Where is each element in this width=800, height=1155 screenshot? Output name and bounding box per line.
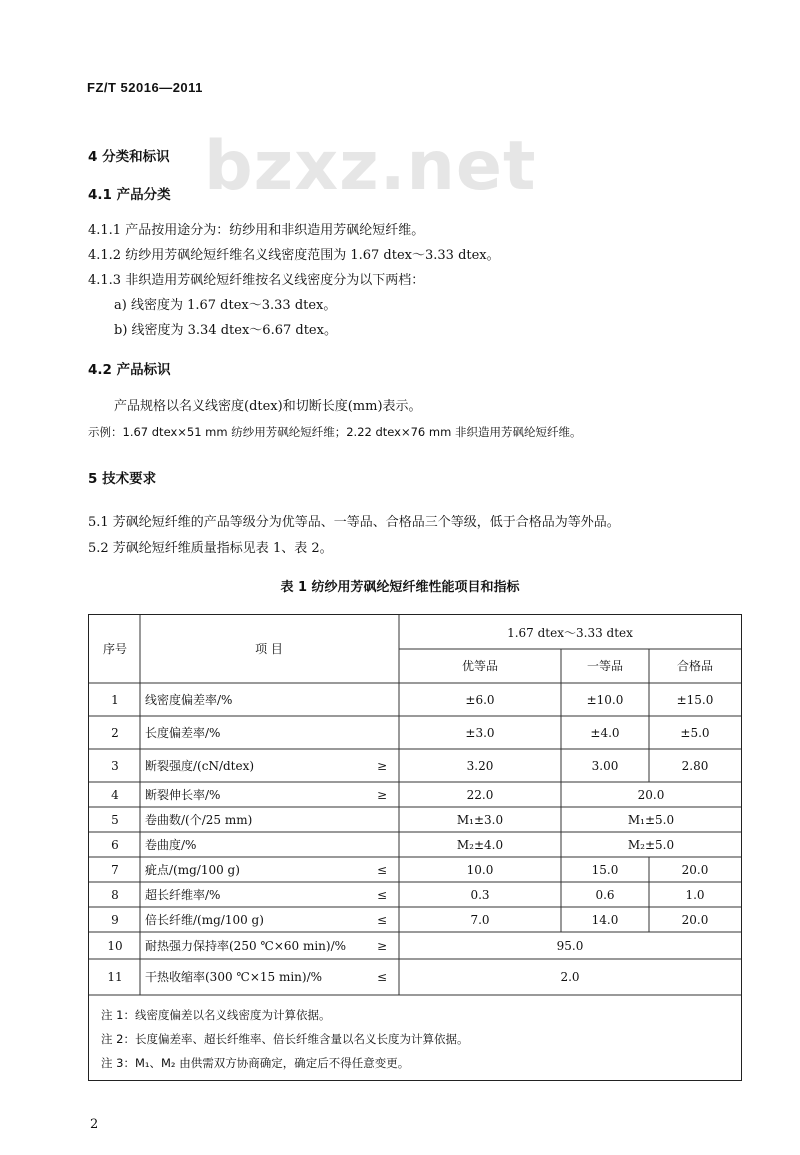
row-8-v2: 0.6	[595, 888, 615, 902]
row-5-v1: M₁±3.0	[456, 813, 504, 827]
row-8-no: 8	[111, 888, 119, 902]
row-2-item: 长度偏差率/%	[145, 726, 221, 740]
row-3-v2: 3.00	[591, 759, 619, 773]
header-seq: 序号	[102, 642, 128, 656]
row-1-item: 线密度偏差率/%	[145, 693, 233, 707]
clause-4-1-3: 4.1.3 非织造用芳砜纶短纤维按名义线密度分为以下两档：	[88, 273, 425, 288]
row-8-op: ≤	[377, 888, 388, 902]
row-2-v1: ±3.0	[465, 726, 495, 740]
section-4-1-title: 4.1 产品分类	[88, 187, 171, 203]
header-grade-qualified: 合格品	[676, 659, 714, 673]
header-range: 1.67 dtex～3.33 dtex	[507, 626, 633, 640]
standard-code: FZ/T 52016—2011	[87, 80, 203, 95]
row-3-v1: 3.20	[466, 759, 494, 773]
row-5-item: 卷曲数/(个/25 mm)	[145, 813, 253, 827]
clause-5-2: 5.2 芳砜纶短纤维质量指标见表 1、表 2。	[88, 541, 333, 556]
row-11-op: ≤	[377, 970, 388, 984]
clause-4-1-2: 4.1.2 纺纱用芳砜纶短纤维名义线密度范围为 1.67 dtex～3.33 dtex。	[88, 248, 500, 263]
row-10-op: ≥	[377, 939, 388, 953]
row-9-v1: 7.0	[470, 913, 490, 927]
row-6-v1: M₂±4.0	[456, 838, 504, 852]
watermark: bzxz.net	[204, 127, 537, 206]
table-1-title: 表 1 纺纱用芳砜纶短纤维性能项目和指标	[280, 580, 520, 595]
row-9-item: 倍长纤维/(mg/100 g)	[145, 913, 264, 927]
row-9-v3: 20.0	[681, 913, 709, 927]
row-8-v1: 0.3	[470, 888, 490, 902]
row-7-item: 疵点/(mg/100 g)	[145, 863, 240, 877]
row-2-v3: ±5.0	[680, 726, 710, 740]
row-9-no: 9	[111, 913, 119, 927]
table-1	[88, 614, 742, 1081]
row-9-op: ≤	[377, 913, 388, 927]
row-7-op: ≤	[377, 863, 388, 877]
clause-4-2-example: 示例：1.67 dtex×51 mm 纺纱用芳砜纶短纤维；2.22 dtex×76 mm 非织造用芳砜纶短纤维。	[88, 425, 582, 439]
row-6-item: 卷曲度/%	[145, 838, 197, 852]
row-2-v2: ±4.0	[590, 726, 620, 740]
row-6-v2: M₂±5.0	[627, 838, 675, 852]
row-6-no: 6	[111, 838, 119, 852]
section-5-title: 5 技术要求	[88, 471, 157, 487]
section-4-2-title: 4.2 产品标识	[88, 362, 171, 378]
row-4-item: 断裂伸长率/%	[145, 788, 221, 802]
row-2-no: 2	[111, 726, 119, 740]
header-item: 项 目	[255, 642, 283, 656]
row-11-no: 11	[107, 970, 123, 984]
row-5-v2: M₁±5.0	[627, 813, 675, 827]
row-4-v2: 20.0	[637, 788, 665, 802]
clause-5-1: 5.1 芳砜纶短纤维的产品等级分为优等品、一等品、合格品三个等级，低于合格品为等外品。	[88, 515, 620, 530]
header-grade-first: 一等品	[586, 659, 624, 673]
row-8-v3: 1.0	[685, 888, 705, 902]
row-5-no: 5	[111, 813, 119, 827]
row-7-no: 7	[111, 863, 119, 877]
page-number: 2	[90, 1117, 99, 1132]
row-1-no: 1	[111, 693, 119, 707]
row-9-v2: 14.0	[591, 913, 619, 927]
clause-4-2-body: 产品规格以名义线密度(dtex)和切断长度(mm)表示。	[114, 399, 422, 414]
row-10-no: 10	[107, 939, 123, 953]
clause-4-1-3-b: b) 线密度为 3.34 dtex～6.67 dtex。	[114, 323, 337, 338]
clause-4-1-1: 4.1.1 产品按用途分为：纺纱用和非织造用芳砜纶短纤维。	[88, 223, 425, 238]
row-3-op: ≥	[377, 759, 388, 773]
row-7-v1: 10.0	[466, 863, 494, 877]
row-8-item: 超长纤维率/%	[145, 888, 221, 902]
row-3-v3: 2.80	[681, 759, 709, 773]
row-3-no: 3	[111, 759, 119, 773]
row-4-no: 4	[111, 788, 119, 802]
row-7-v3: 20.0	[681, 863, 709, 877]
header-grade-superior: 优等品	[461, 659, 499, 673]
row-3-item: 断裂强度/(cN/dtex)	[145, 759, 255, 773]
row-1-v2: ±10.0	[586, 693, 624, 707]
section-4-title: 4 分类和标识	[88, 149, 170, 165]
row-11-item: 干热收缩率(300 ℃×15 min)/%	[145, 970, 323, 984]
row-10-v: 95.0	[556, 939, 584, 953]
row-7-v2: 15.0	[591, 863, 619, 877]
table-note-3: 注 3：M₁、M₂ 由供需双方协商确定，确定后不得任意变更。	[101, 1056, 410, 1070]
row-1-v3: ±15.0	[676, 693, 714, 707]
row-4-op: ≥	[377, 788, 388, 802]
table-note-2: 注 2：长度偏差率、超长纤维率、倍长纤维含量以名义长度为计算依据。	[101, 1032, 469, 1046]
row-4-v1: 22.0	[466, 788, 494, 802]
row-1-v1: ±6.0	[465, 693, 495, 707]
row-10-item: 耐热强力保持率(250 ℃×60 min)/%	[145, 939, 347, 953]
row-11-v: 2.0	[560, 970, 580, 984]
table-note-1: 注 1：线密度偏差以名义线密度为计算依据。	[101, 1008, 331, 1022]
clause-4-1-3-a: a) 线密度为 1.67 dtex～3.33 dtex。	[114, 298, 337, 313]
